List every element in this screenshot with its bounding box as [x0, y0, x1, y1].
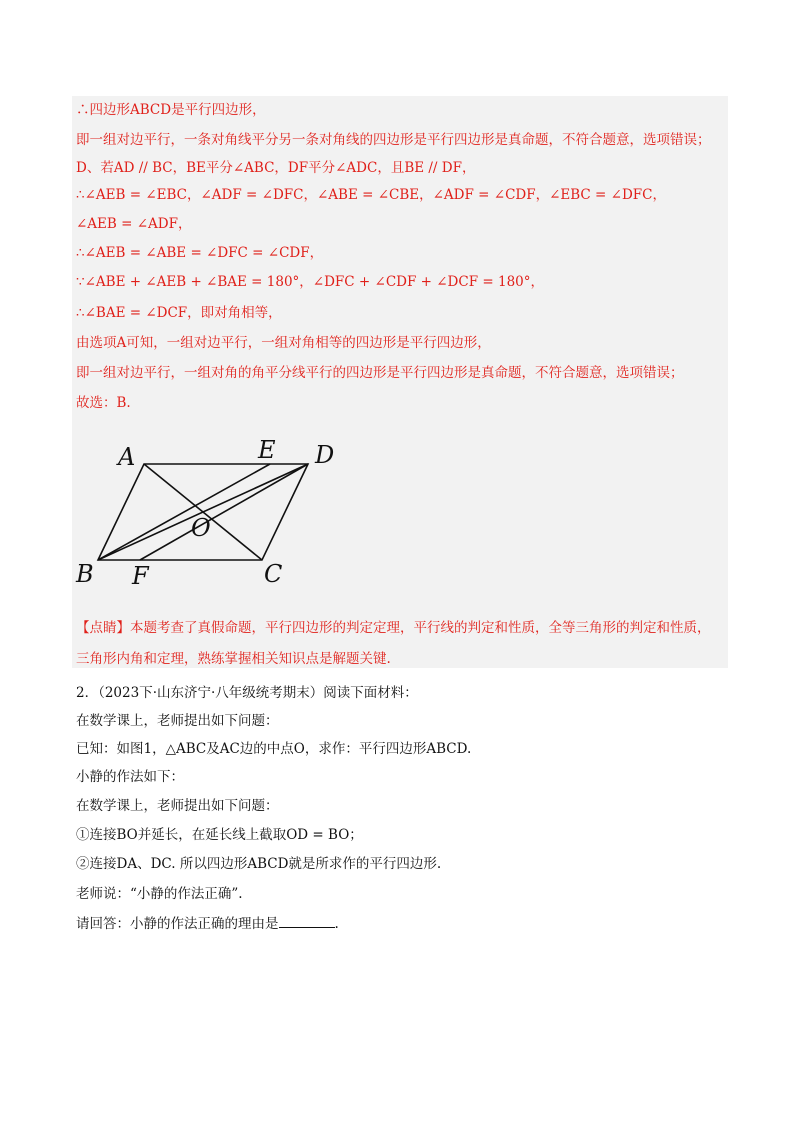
solution-line-11: 故选：B.: [76, 395, 131, 411]
parallelogram-diagram: [74, 432, 364, 592]
label-o: O: [191, 514, 211, 542]
solution-line-8: ∴∠BAE = ∠DCF，即对角相等，: [76, 305, 282, 321]
question-line-6: ②连接DA、DC. 所以四边形ABCD就是所求作的平行四边形.: [76, 856, 442, 872]
solution-line-9: 由选项A可知，一组对边平行，一组对角相等的四边形是平行四边形，: [76, 335, 491, 351]
question-line-3: 小静的作法如下：: [76, 769, 184, 785]
question-line-5: ①连接BO并延长，在延长线上截取OD = BO；: [76, 827, 363, 843]
question-line-4: 在数学课上，老师提出如下问题：: [76, 798, 279, 814]
question-line-8: [76, 915, 339, 933]
solution-line-7: ∵∠ABE + ∠AEB + ∠BAE = 180°，∠DFC + ∠CDF + ∠DCF = 180°，: [76, 274, 544, 290]
label-e: E: [258, 436, 276, 464]
solution-line-6: ∴∠AEB = ∠ABE = ∠DFC = ∠CDF，: [76, 245, 324, 261]
comment-line-2: 三角形内角和定理，熟练掌握相关知识点是解题关键.: [76, 651, 391, 667]
solution-line-5: ∠AEB = ∠ADF，: [76, 216, 192, 232]
answer-blank[interactable]: [279, 915, 335, 928]
solution-line-10: 即一组对边平行，一组对角的角平分线平行的四边形是平行四边形是真命题，不符合题意，选项错误；: [76, 365, 684, 381]
question-line-7: 老师说：“小静的作法正确”.: [76, 886, 243, 902]
comment-line-1: 【点睛】本题考查了真假命题，平行四边形的判定定理，平行线的判定和性质，全等三角形的判定和性质，: [76, 620, 711, 636]
segment-df: [140, 464, 308, 560]
solution-line-2: 即一组对边平行，一条对角线平分另一条对角线的四边形是平行四边形是真命题，不符合题意，选项错误；: [76, 132, 711, 148]
label-d: D: [315, 441, 335, 469]
label-f: F: [132, 562, 149, 590]
label-b: B: [76, 560, 94, 588]
question-header: 2．（2023下·山东济宁·八年级统考期末）阅读下面材料：: [76, 685, 418, 701]
solution-line-3: D、若AD // BC，BE平分∠ABC，DF平分∠ADC，且BE // DF，: [76, 160, 476, 176]
question-tail: .: [334, 916, 339, 932]
solution-line-1: ∴四边形ABCD是平行四边形，: [76, 102, 266, 118]
diagonal-bd: [98, 464, 308, 560]
question-prompt: 请回答：小静的作法正确的理由是: [76, 916, 279, 932]
solution-line-4: ∴∠AEB = ∠EBC，∠ADF = ∠DFC，∠ABE = ∠CBE，∠ADF = ∠CDF，∠EBC = ∠DFC，: [76, 187, 666, 203]
question-line-1: 在数学课上，老师提出如下问题：: [76, 713, 279, 729]
question-line-2: 已知：如图1，△ABC及AC边的中点O，求作：平行四边形ABCD.: [76, 741, 472, 757]
label-a: A: [118, 443, 136, 471]
label-c: C: [264, 560, 283, 588]
